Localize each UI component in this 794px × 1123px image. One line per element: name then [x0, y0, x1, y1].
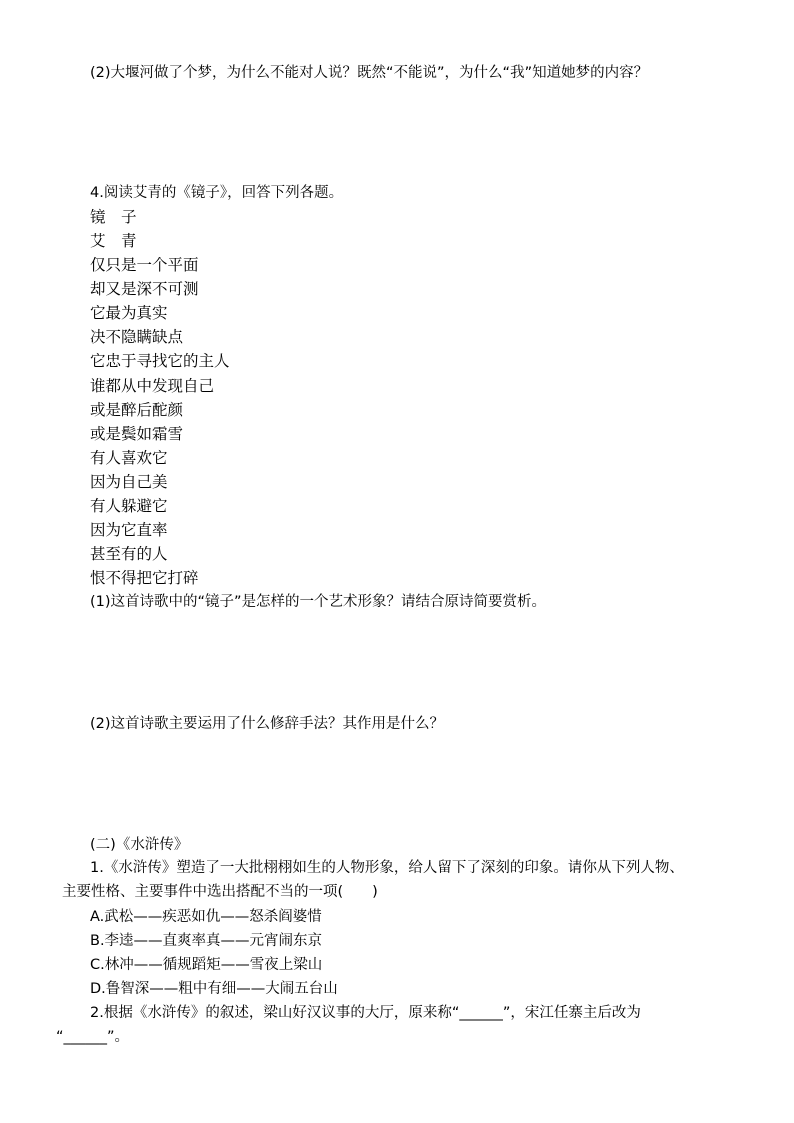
part-2-q2-line2: “______”。 [56, 1029, 130, 1045]
poem-author: 艾 青 [90, 232, 137, 250]
question-4-2: (2)这首诗歌主要运用了什么修辞手法？其作用是什么？ [90, 716, 445, 732]
part-2-q2-line1: 2.根据《水浒传》的叙述，梁山好汉议事的大厅，原来称“______”，宋江任寨主后改为 [90, 1005, 641, 1021]
poem-line: 有人喜欢它 [90, 449, 168, 467]
option-c: C.林冲——循规蹈矩——雪夜上梁山 [90, 957, 323, 973]
poem-line: 却又是深不可测 [90, 280, 199, 298]
option-d: D.鲁智深——粗中有细——大闹五台山 [90, 981, 338, 997]
poem-line: 甚至有的人 [90, 545, 168, 563]
poem-line: 谁都从中发现自己 [90, 377, 215, 395]
poem-line: 仅只是一个平面 [90, 256, 199, 274]
part-2-q1-line2: 主要性格、主要事件中选出搭配不当的一项( ) [62, 884, 378, 900]
question-4-1: (1)这首诗歌中的“镜子”是怎样的一个艺术形象？请结合原诗简要赏析。 [90, 594, 547, 610]
poem-line: 决不隐瞒缺点 [90, 328, 184, 346]
poem-line: 恨不得把它打碎 [90, 569, 199, 587]
question-4-heading: 4.阅读艾青的《镜子》，回答下列各题。 [90, 185, 344, 201]
poem-line: 它忠于寻找它的主人 [90, 352, 230, 370]
poem-line: 因为它直率 [90, 521, 168, 539]
part-2-q1-line1: 1.《水浒传》塑造了一大批栩栩如生的人物形象，给人留下了深刻的印象。请你从下列人物、 [90, 860, 684, 876]
part-2-heading: (二)《水浒传》 [90, 837, 189, 853]
poem-line: 或是鬓如霜雪 [90, 425, 184, 443]
poem-line: 它最为真实 [90, 304, 168, 322]
poem-title: 镜 子 [90, 208, 137, 226]
poem-line: 因为自己美 [90, 473, 168, 491]
poem-line: 或是醉后酡颜 [90, 401, 184, 419]
option-b: B.李逵——直爽率真——元宵闹东京 [90, 933, 323, 949]
poem-line: 有人躲避它 [90, 497, 168, 515]
question-3-2: (2)大堰河做了个梦，为什么不能对人说？既然“不能说”，为什么“我”知道她梦的内容？ [90, 65, 649, 81]
option-a: A.武松——疾恶如仇——怒杀阎婆惜 [90, 909, 322, 925]
